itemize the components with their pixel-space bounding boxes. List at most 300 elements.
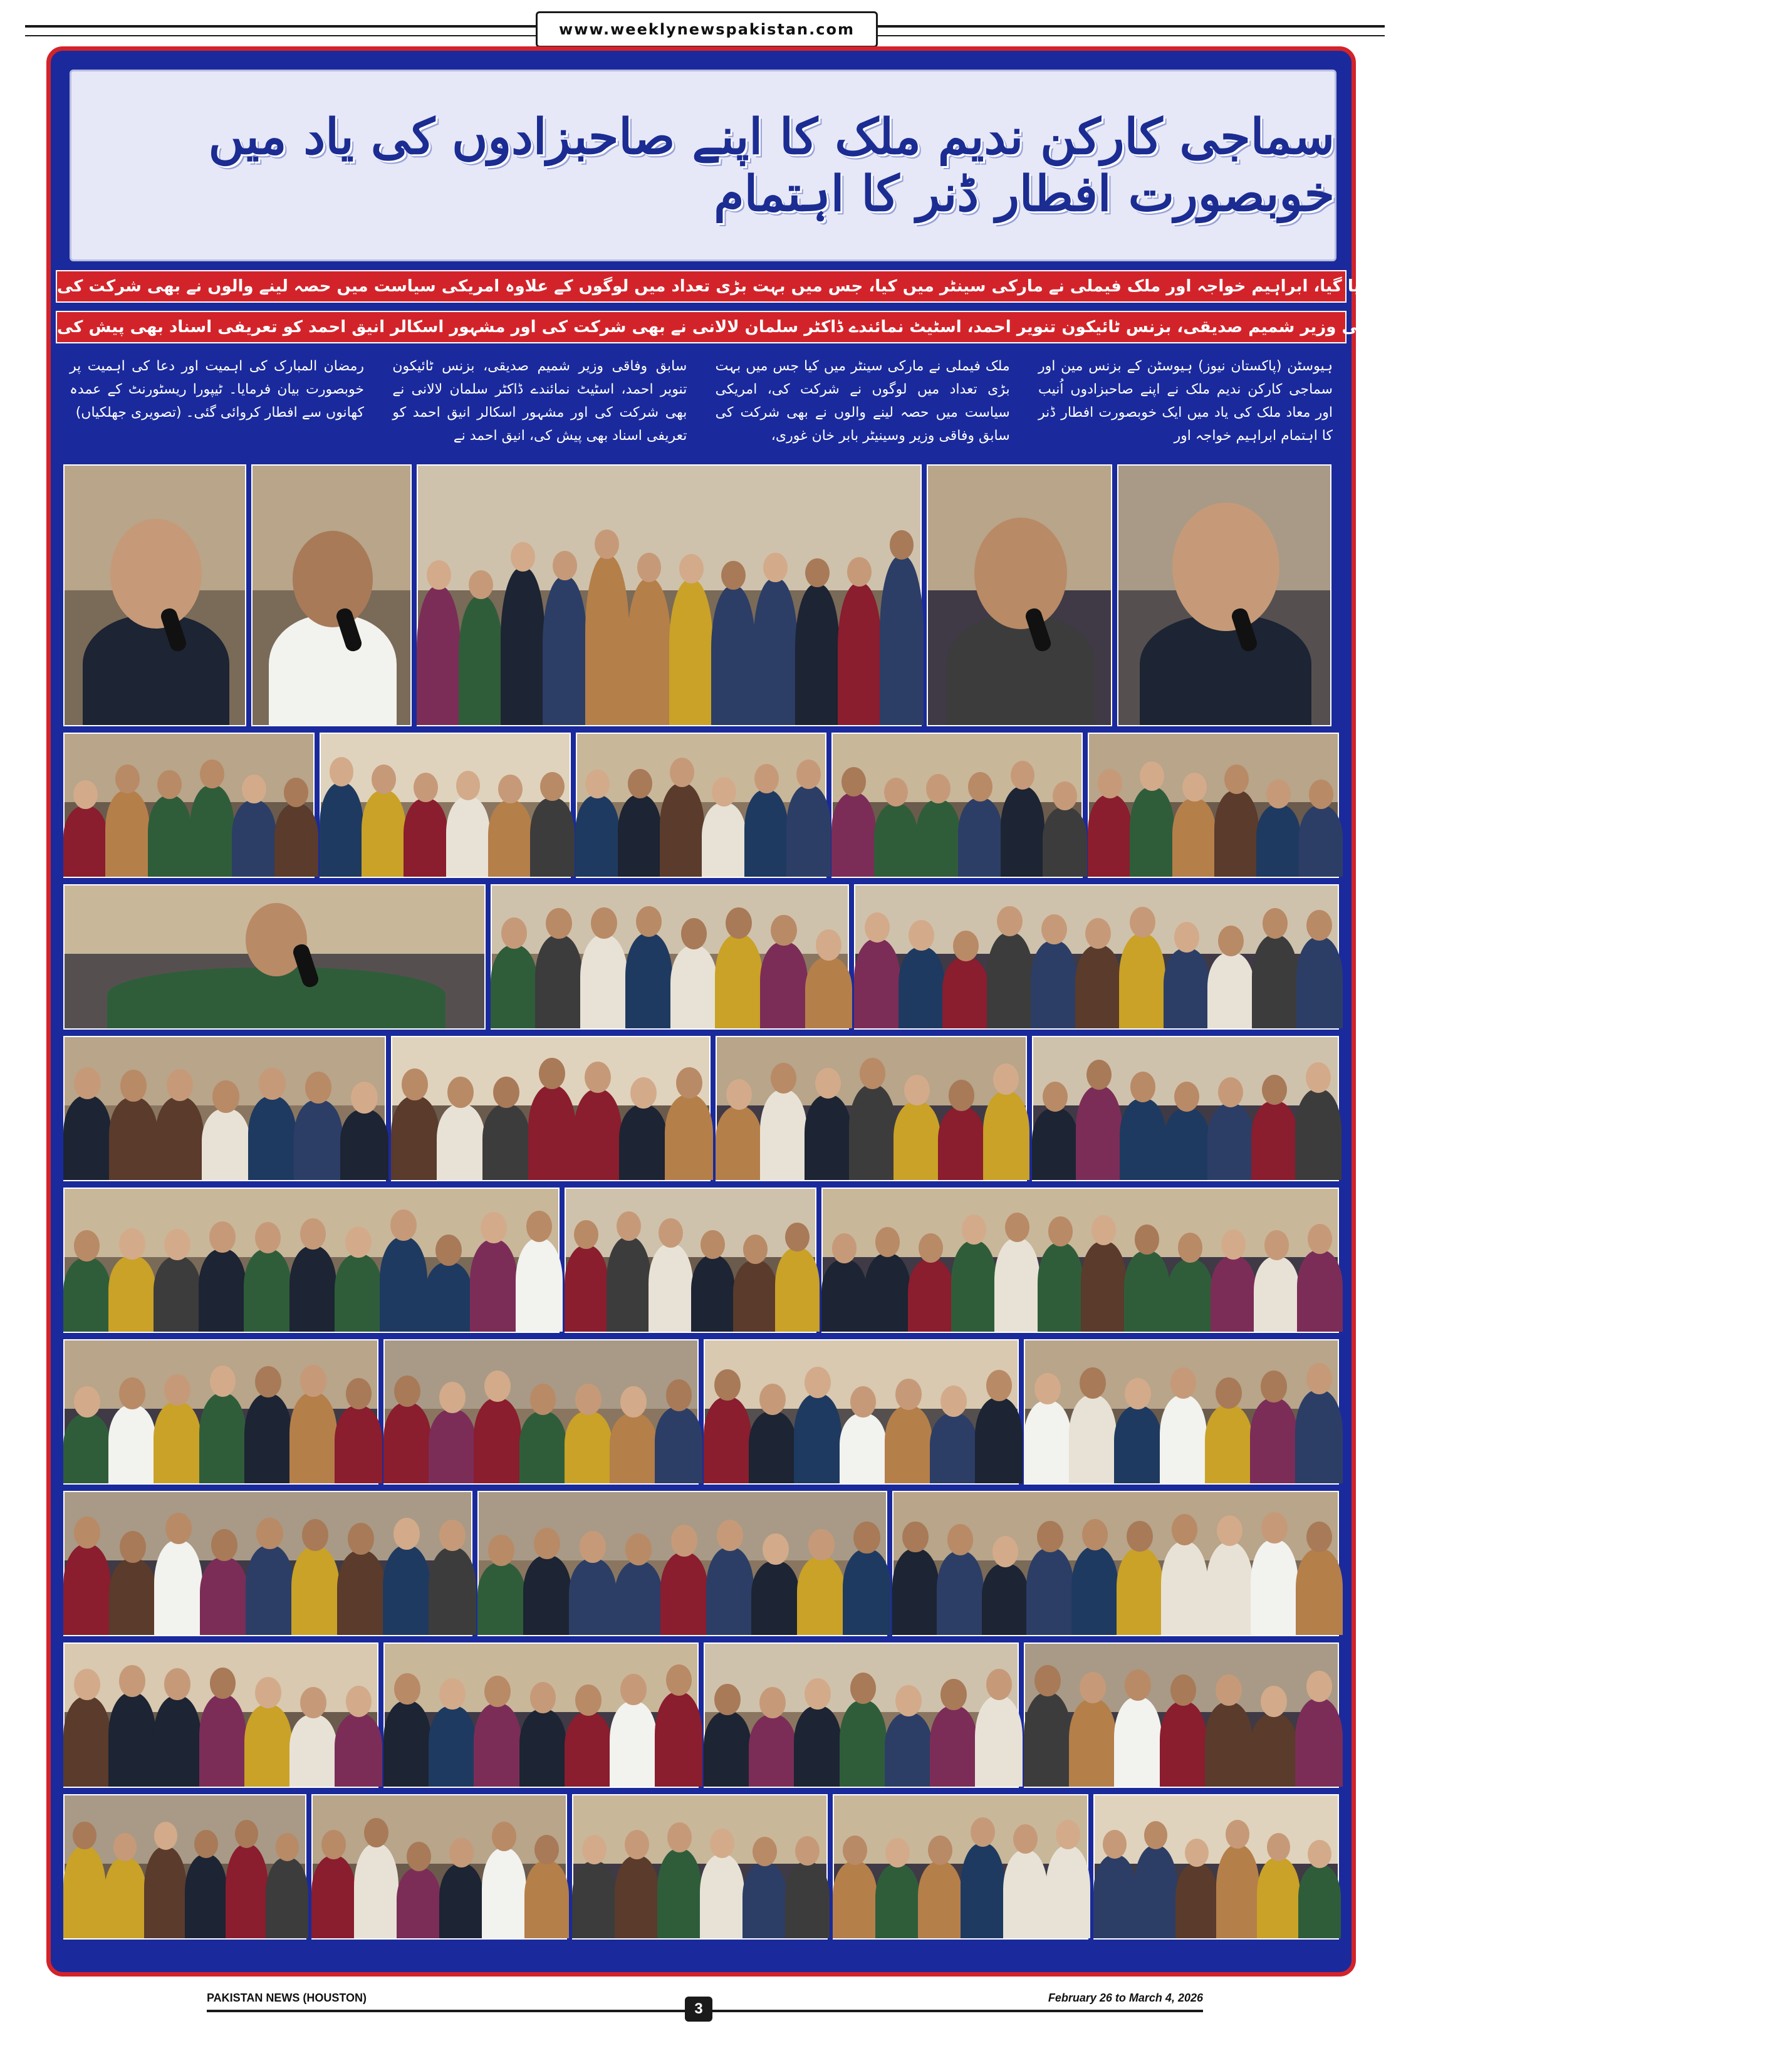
person-head [843,1836,867,1865]
person-figure [335,1713,382,1787]
person-head [815,1068,841,1099]
person-head [530,1384,556,1415]
person-head [630,1077,657,1109]
person-head [259,1068,286,1100]
person-head [971,1817,995,1847]
person-head [992,1536,1018,1567]
person-figure [1252,935,1298,1028]
event-photo[interactable] [892,1491,1339,1636]
person-head [620,1674,647,1705]
person-figure [619,1105,667,1180]
person-figure [655,1407,702,1483]
person-head [456,771,481,800]
person-head [671,1525,697,1557]
person-head [200,760,224,789]
person-figure [749,1715,796,1787]
person-figure [244,1705,292,1787]
person-figure [1251,1540,1298,1635]
person-figure [733,1260,778,1332]
person-head [574,1220,598,1250]
person-figure [794,1394,841,1483]
event-photo[interactable] [854,884,1339,1030]
person-head [1224,765,1249,794]
footer-date: February 26 to March 4, 2026 [1043,1992,1203,2005]
person-figure [1120,1099,1166,1180]
event-photo[interactable] [63,1036,386,1181]
person-figure [760,1090,807,1180]
person-head [771,915,796,946]
person-head [904,1075,930,1105]
photo-row [63,1491,1339,1636]
person-head [591,907,617,939]
person-head [110,519,202,629]
person-head [712,777,736,807]
person-head [346,1686,372,1717]
person-figure [383,1701,431,1787]
person-figure [1043,807,1087,877]
event-photo[interactable] [63,464,246,726]
person-figure [840,1700,887,1787]
person-figure [1250,1713,1298,1787]
person-figure [1164,948,1210,1028]
person-head [209,1221,236,1253]
person-figure [474,1703,521,1787]
person-head [167,1069,194,1101]
person-head [1308,1224,1333,1254]
person-figure [1031,941,1077,1028]
event-photo[interactable] [491,884,849,1030]
person-figure [565,1411,612,1483]
person-head [1217,1515,1242,1547]
person-figure [154,1256,201,1332]
person-figure [63,1846,106,1938]
person-figure [266,1857,308,1938]
person-figure [199,1249,246,1332]
event-photo[interactable] [572,1794,828,1940]
person-figure [1298,1864,1341,1938]
person-head [469,570,493,600]
person-head [1262,1075,1287,1105]
person-head [771,1063,796,1094]
photo-background [321,734,570,802]
person-figure [274,803,319,877]
person-figure [470,1240,518,1332]
person-head [909,920,934,951]
person-figure [875,1864,920,1938]
photo-row [63,1188,1339,1333]
person-head [120,1070,147,1102]
person-figure [482,1848,526,1938]
event-photo[interactable] [565,1188,817,1333]
photo-background [65,1795,305,1864]
person-figure [1206,1542,1253,1635]
person-figure [1296,937,1343,1028]
person-head [953,931,979,961]
person-head [1226,1820,1249,1848]
person-figure [942,957,989,1028]
person-head [511,542,535,572]
person-figure [202,1109,250,1180]
person-head [539,1058,565,1089]
person-figure [565,1712,612,1787]
photo-background [566,1189,816,1257]
person-head [949,1080,974,1110]
person-figure [109,1559,157,1635]
event-photo[interactable] [477,1491,887,1636]
person-figure [574,1089,622,1180]
person-head [1130,1072,1155,1102]
event-photo[interactable] [63,884,486,1030]
person-figure [786,785,831,877]
person-head [73,780,98,810]
person-figure [63,1696,111,1787]
person-head [714,1369,741,1401]
person-figure [1075,945,1122,1028]
photo-row [63,1794,1339,1940]
person-head [393,1518,420,1550]
person-head [530,1682,556,1713]
person-figure [742,1862,787,1938]
person-head [1261,1371,1287,1402]
person-figure [1207,1104,1254,1180]
person-figure [1254,1256,1299,1332]
person-figure [569,1559,617,1635]
person-head [372,765,396,794]
person-figure [575,795,620,877]
person-figure [311,1856,356,1938]
person-figure [190,785,234,877]
person-figure [335,1406,382,1483]
person-head [895,1379,922,1410]
person-head [330,757,354,786]
person-figure [1088,795,1132,877]
person-figure [794,1706,841,1787]
event-photo[interactable] [1093,1794,1339,1940]
person-head [120,1531,146,1563]
person-head [1170,1674,1197,1706]
event-photo[interactable] [704,1339,1019,1485]
person-figure [908,1259,953,1332]
person-figure [1295,1089,1341,1180]
headline: سماجی کارکن ندیم ملک کا اپنے صاحبزادوں کی یاد میں خوبصورت افطار ڈنر کا اہتمام [208,108,1335,222]
person-head [628,769,652,798]
event-photo[interactable] [1024,1642,1339,1788]
person-figure [615,1561,663,1635]
event-photo[interactable] [821,1188,1339,1333]
person-figure [987,932,1033,1028]
person-head [885,1838,910,1867]
person-figure [1069,1395,1117,1483]
person-head [1034,1373,1061,1404]
site-url[interactable]: www.weeklynewspakistan.com [536,11,878,48]
photo-background [833,734,1081,802]
article-column-2: ملک فیملی نے مارکی سینٹر میں کیا جس میں بہت بڑی تعداد میں لوگوں نے شرکت کی، امریکی سیاست میں حصہ لینے والوں نے بھی شرکت کی سابق وفاقی وزیر وسینیٹر بابر خان غوری، [715,358,1010,444]
person-head [926,774,951,803]
person-figure [246,1545,294,1635]
event-photo[interactable] [63,1491,472,1636]
person-figure [1038,1243,1083,1332]
person-figure [519,1709,567,1787]
person-head [165,1513,192,1545]
person-head [841,767,866,796]
person-figure [1251,1101,1298,1180]
event-photo[interactable] [576,733,827,878]
event-photo[interactable] [1032,1036,1339,1181]
person-head [1037,1521,1063,1552]
person-figure [63,806,108,877]
person-figure [975,1397,1023,1483]
person-figure [625,933,672,1028]
event-photo[interactable] [391,1036,711,1181]
person-head [666,1379,692,1411]
person-head [617,1211,641,1241]
event-photo[interactable] [716,1036,1028,1181]
person-figure [655,1692,702,1787]
person-head [575,1384,602,1415]
person-head [1091,1215,1117,1245]
person-figure [289,1246,337,1332]
person-figure [1117,1548,1164,1635]
person-figure [519,1411,567,1483]
person-head [681,918,707,949]
person-figure [337,1550,385,1635]
page-number: 3 [685,1997,712,2022]
person-head [585,1062,611,1093]
person-head [659,1218,683,1248]
person-figure [649,1244,693,1332]
person-head [407,1842,431,1871]
event-photo[interactable] [251,464,412,726]
person-head [785,1223,810,1252]
person-head [526,1211,553,1242]
person-head [1130,907,1155,937]
person-figure [892,1548,939,1635]
person-head [74,1517,100,1548]
person-head [726,1079,752,1110]
person-figure [704,1397,751,1483]
person-figure [665,1095,713,1180]
person-figure [572,1861,617,1938]
person-figure [947,615,1095,725]
person-figure [1024,1401,1071,1483]
event-photo[interactable] [1024,1339,1339,1485]
person-figure [1001,786,1045,877]
person-figure [543,577,587,725]
person-head [763,553,788,582]
person-figure [244,1249,291,1332]
person-figure [711,586,756,725]
person-figure [232,800,276,877]
event-photo[interactable] [1088,733,1339,878]
event-photo[interactable] [63,1642,378,1788]
person-figure [1160,1395,1207,1483]
person-figure [938,1107,985,1180]
person-head [1127,1521,1152,1552]
event-photo[interactable] [383,1339,699,1485]
person-figure [144,1847,187,1938]
person-head [345,1226,372,1258]
person-figure [83,615,229,725]
person-figure [715,934,762,1028]
person-head [210,1366,236,1397]
person-figure [983,1091,1030,1180]
person-figure [704,1711,751,1787]
photo-row [63,1036,1339,1181]
person-figure [760,942,807,1028]
person-head [119,1228,145,1260]
photo-row [63,464,1339,726]
person-figure [154,1696,201,1787]
person-figure [1205,1405,1253,1483]
person-figure [930,1413,977,1483]
photo-background [418,466,920,590]
person-figure [154,1540,202,1635]
person-head [714,1684,741,1715]
person-figure [885,1713,932,1787]
person-figure [1114,1406,1162,1483]
person-head [805,558,830,588]
person-figure [1119,934,1165,1028]
event-photo[interactable] [63,1188,560,1333]
person-head [113,1833,137,1861]
person-figure [916,800,961,877]
photo-row [63,884,1339,1030]
person-head [255,1677,281,1708]
person-head [1013,1824,1038,1854]
person-head [754,764,779,793]
person-head [726,907,751,939]
person-figure [843,1549,891,1635]
person-head [816,929,841,961]
person-head [753,1837,777,1866]
person-figure [1081,1241,1126,1332]
person-figure [200,1557,248,1636]
person-head [439,1382,466,1413]
person-figure [1214,790,1259,877]
person-figure [1172,798,1217,877]
person-figure [1140,615,1311,725]
person-figure [849,1085,896,1180]
person-head [276,1833,299,1861]
person-head [847,557,872,587]
person-figure [565,1245,609,1332]
person-head [484,1371,511,1402]
event-photo[interactable] [417,464,922,726]
person-figure [491,945,538,1028]
person-head [255,1222,281,1253]
person-head [1306,1522,1332,1553]
person-figure [795,584,840,725]
event-photo[interactable] [311,1794,567,1940]
person-head [986,1669,1013,1700]
person-figure [1256,805,1301,877]
event-photo[interactable] [63,1794,306,1940]
person-figure [155,1097,204,1180]
person-figure [1216,1845,1259,1938]
person-head [710,1829,734,1858]
person-head [210,1668,236,1699]
photo-background [573,1795,826,1864]
event-photo[interactable] [383,1642,699,1788]
person-figure [63,1544,112,1635]
person-head [1144,1821,1168,1849]
person-figure [1164,1108,1210,1180]
person-head [351,1082,378,1114]
person-head [1263,908,1288,939]
person-head [1182,773,1207,802]
event-photo[interactable] [1117,464,1331,726]
person-figure [437,1104,485,1180]
person-figure [1205,1702,1253,1787]
photo-background [823,1189,1338,1257]
person-head [796,760,821,789]
person-head [300,1365,326,1396]
person-head [1266,780,1291,809]
person-figure [1295,1698,1343,1787]
person-figure [1161,1542,1208,1635]
event-photo[interactable] [704,1642,1019,1788]
person-figure [660,1552,709,1635]
person-head [439,1520,466,1552]
person-figure [1076,1086,1122,1180]
person-figure [108,1405,156,1483]
person-figure [108,1256,156,1332]
article-frame [46,46,1792,1977]
event-photo[interactable] [927,464,1112,726]
person-head [390,1209,417,1241]
person-head [1103,1830,1127,1858]
person-figure [670,946,717,1028]
event-photo[interactable] [320,733,571,878]
person-head [212,1080,239,1112]
person-head [164,1229,190,1260]
person-figure [354,1844,399,1938]
person-head [805,1367,831,1398]
person-head [850,1386,877,1418]
photo-row [63,733,1339,878]
person-figure [185,1854,227,1938]
person-figure [474,1398,521,1483]
person-head [947,1524,973,1555]
person-figure [383,1402,431,1483]
footer-publication: PAKISTAN NEWS (HOUSTON) [207,1992,372,2005]
person-head [997,906,1023,937]
person-figure [383,1545,431,1635]
person-head [968,772,992,802]
person-figure [833,1861,877,1938]
person-figure [610,1701,657,1787]
event-photo[interactable] [833,1794,1088,1940]
person-head [1140,761,1164,791]
person-figure [429,1409,476,1483]
person-figure [482,1104,531,1180]
person-head [928,1836,952,1865]
person-head [721,561,746,590]
event-photo[interactable] [63,1339,378,1485]
person-figure [109,1097,157,1180]
person-figure [154,1402,201,1483]
person-figure [199,1695,247,1787]
person-figure [362,790,406,877]
event-photo[interactable] [831,733,1083,878]
person-head [305,1072,332,1104]
event-photo[interactable] [63,733,315,878]
person-figure [975,1696,1023,1787]
person-head [1267,1833,1291,1861]
person-figure [749,1411,796,1483]
person-figure [1299,805,1343,877]
person-head [676,1067,702,1099]
